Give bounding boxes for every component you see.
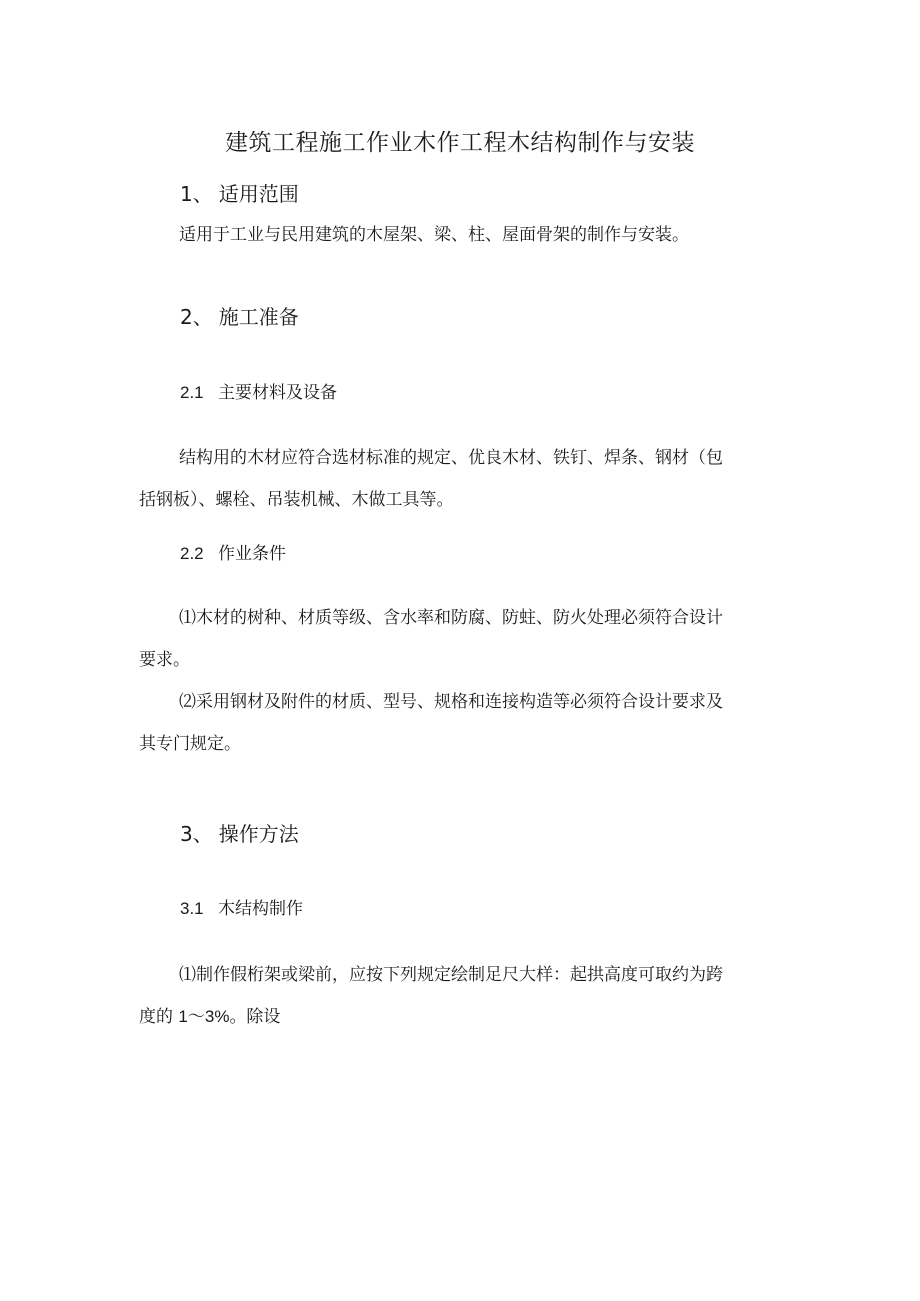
subsection-number: 2.2: [180, 544, 204, 563]
subsection-2-1-body: [139, 437, 723, 521]
list-item-line: ⑴制作假桁架或梁前，应按下列规定绘制足尺大样：起拱高度可取约为跨: [179, 965, 723, 985]
subsection-title: 主要材料及设备: [218, 383, 337, 403]
subsection-3-1-heading: [180, 894, 303, 919]
section-number: 3、: [180, 822, 213, 846]
paragraph-line: 括钢板）、螺栓、吊装机械、木做工具等。: [139, 490, 454, 510]
subsection-number: 2.1: [180, 383, 204, 402]
section-title: 适用范围: [218, 182, 299, 206]
list-item-line: 要求。: [139, 650, 190, 670]
percentage-range: 1～3%: [178, 1007, 230, 1026]
section-1-body: [139, 214, 689, 256]
subsection-2-2-heading: [180, 539, 286, 564]
paragraph-line: 适用于工业与民用建筑的木屋架、梁、柱、屋面骨架的制作与安装。: [179, 225, 689, 245]
text-fragment: 度的: [139, 1007, 179, 1027]
list-item-line: ⑵采用钢材及附件的材质、型号、规格和连接构造等必须符合设计要求及: [179, 692, 723, 712]
list-item-line: 其专门规定。: [139, 734, 241, 754]
subsection-number: 3.1: [180, 899, 204, 918]
subsection-3-1-body: [139, 954, 723, 1038]
section-number: 2、: [180, 305, 213, 329]
subsection-title: 木结构制作: [218, 899, 303, 919]
section-3-heading: [180, 818, 299, 847]
section-number: 1、: [180, 182, 213, 206]
section-1-heading: [180, 178, 299, 207]
subsection-title: 作业条件: [218, 544, 286, 564]
section-title: 施工准备: [218, 305, 299, 329]
document-title: 建筑工程施工作业木作工程木结构制作与安装: [225, 130, 695, 156]
list-item-line: [139, 996, 723, 1038]
section-title: 操作方法: [218, 822, 299, 846]
text-fragment: 。除设: [229, 1007, 281, 1027]
subsection-2-1-heading: [180, 378, 337, 403]
paragraph-line: 结构用的木材应符合选材标准的规定、优良木材、铁钉、焊条、钢材（包: [179, 448, 723, 468]
list-item-line: ⑴木材的树种、材质等级、含水率和防腐、防蛀、防火处理必须符合设计: [179, 608, 723, 628]
section-2-heading: [180, 301, 299, 330]
subsection-2-2-body: [139, 597, 723, 765]
